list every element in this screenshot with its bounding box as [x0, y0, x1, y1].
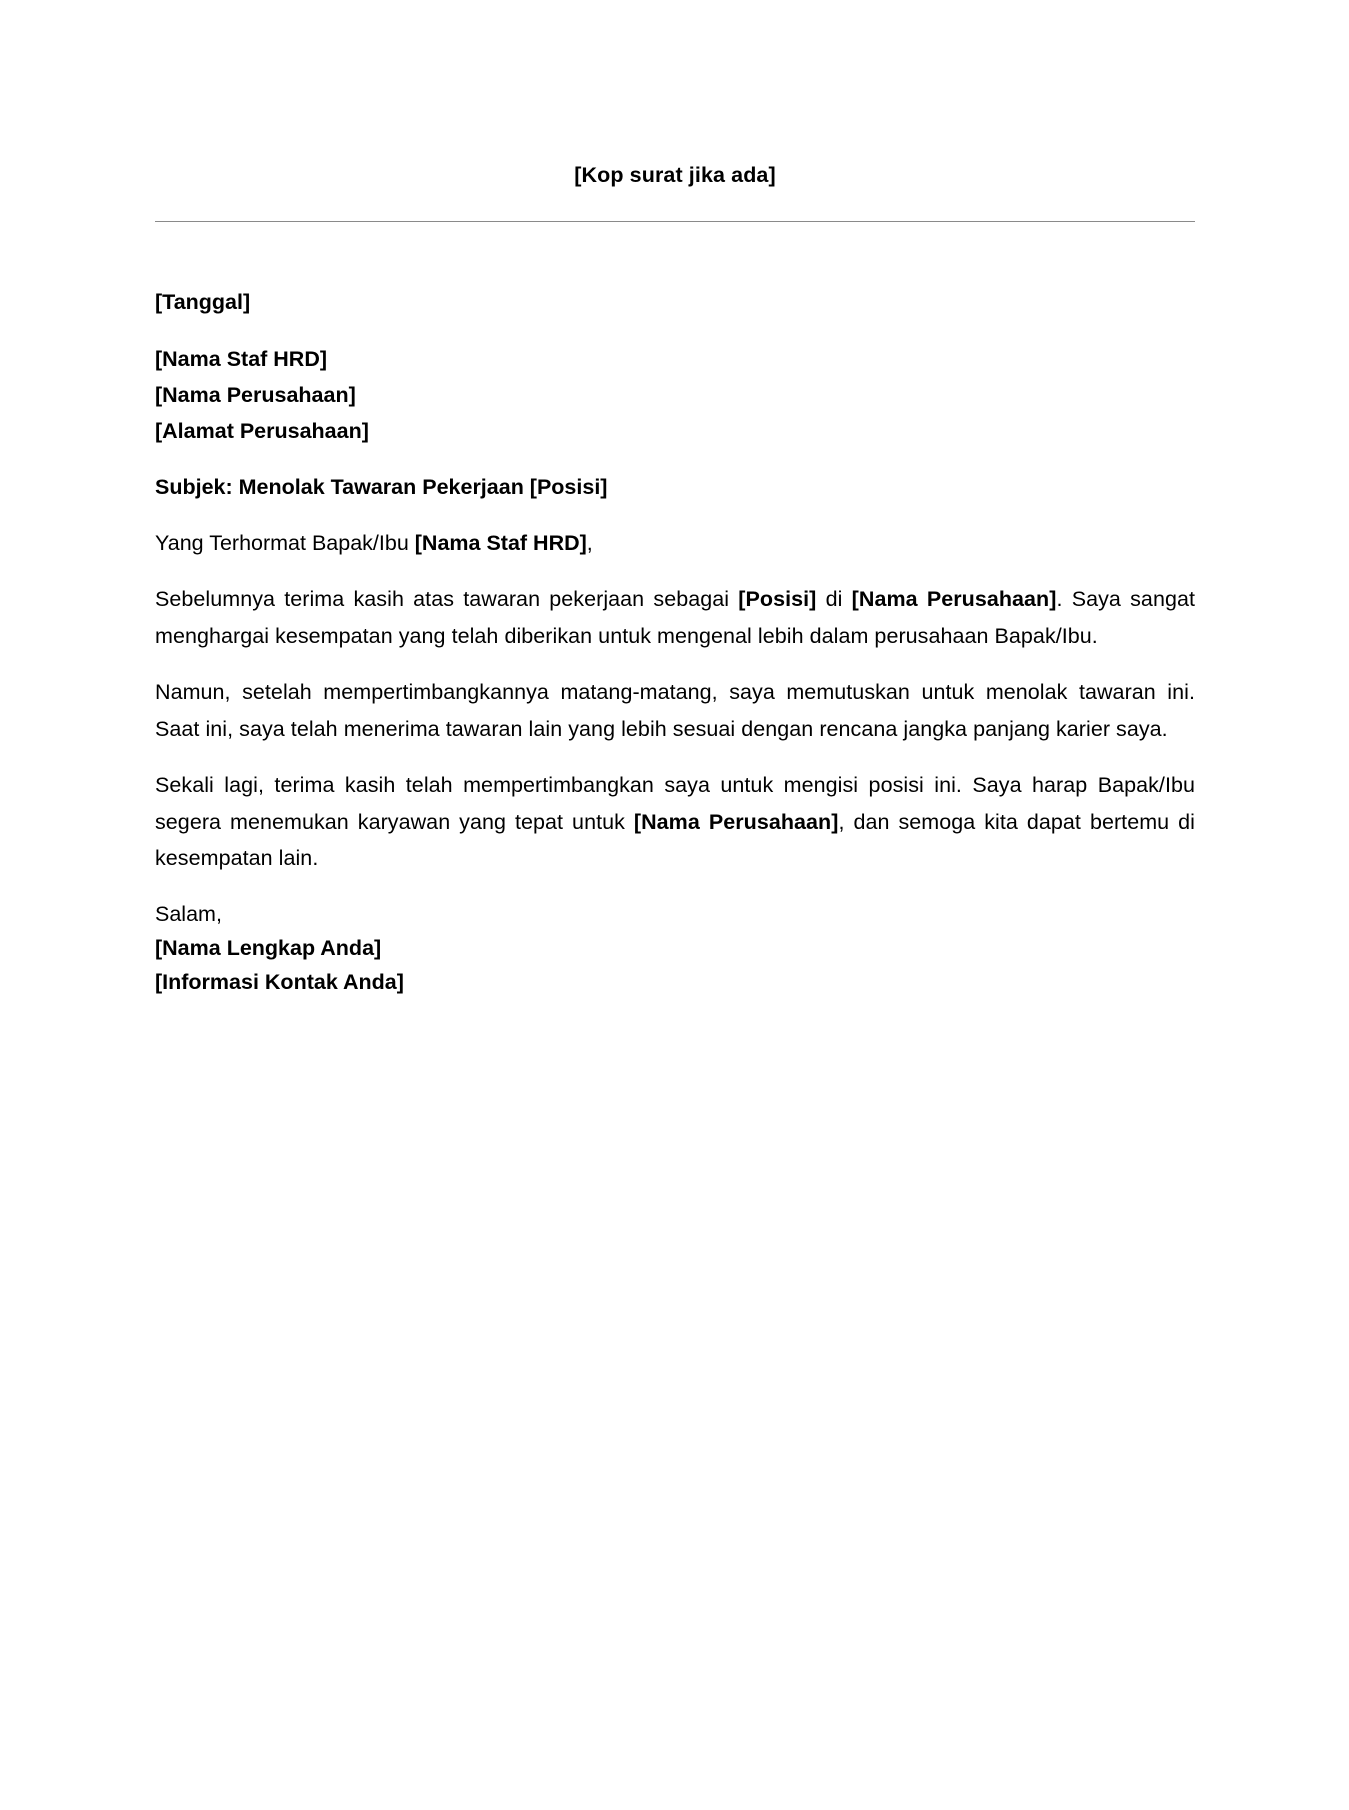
paragraph-closing-thanks: [155, 767, 1195, 877]
recipient-block: [155, 341, 1195, 449]
p1-segment-3: di: [816, 587, 852, 611]
spacer-after-paragraph-2: [155, 747, 1195, 767]
letter-sheet: [155, 0, 1195, 999]
p1-segment-1: Sebelumnya terima kasih atas tawaran pekerjaan sebagai: [155, 587, 739, 611]
spacer-after-paragraph-3: [155, 877, 1195, 897]
p1-position-placeholder: [Posisi]: [738, 587, 817, 611]
spacer-after-date: [155, 320, 1195, 341]
recipient-line-hrd-name: [Nama Staf HRD]: [155, 347, 328, 371]
closing-contact-placeholder: [Informasi Kontak Anda]: [155, 969, 404, 994]
p1-company-placeholder: [Nama Perusahaan]: [851, 587, 1057, 611]
greeting-prefix: Yang Terhormat Bapak/Ibu: [155, 531, 415, 555]
paragraph-thanks-for-offer: [155, 581, 1195, 654]
recipient-line-company-name: [Nama Perusahaan]: [155, 383, 356, 407]
date-placeholder: [Tanggal]: [155, 290, 251, 314]
letter-body: [155, 284, 1195, 999]
p3-segment-3: , dan semoga kita dapat bertemu di kesempatan lain.: [155, 809, 1195, 870]
subject-line: Subjek: Menolak Tawaran Pekerjaan [Posisi]: [155, 475, 608, 499]
spacer-after-recipient: [155, 449, 1195, 469]
recipient-line-company-address: [Alamat Perusahaan]: [155, 419, 369, 443]
spacer-after-paragraph-1: [155, 654, 1195, 674]
greeting-hrd-placeholder: [Nama Staf HRD]: [414, 531, 587, 555]
greeting-line: [155, 525, 1195, 561]
letterhead-title: [Kop surat jika ada]: [574, 163, 776, 187]
header-divider: [155, 221, 1195, 222]
spacer-after-subject: [155, 505, 1195, 525]
spacer-after-greeting: [155, 561, 1195, 581]
paragraph-decline-reason: Namun, setelah mempertimbangkannya matang-matang, saya memutuskan untuk menolak tawaran ini. Saat ini, saya telah menerima tawaran lain yang lebih sesuai dengan rencana jangka panjang karier saya.: [155, 680, 1195, 741]
greeting-suffix: ,: [586, 531, 593, 555]
closing-name-placeholder: [Nama Lengkap Anda]: [155, 935, 382, 960]
p1-segment-5: . Saya sangat menghargai kesempatan yang telah diberikan untuk mengenal lebih dalam perusahaan Bapak/Ibu.: [155, 587, 1195, 648]
signature-block: [155, 897, 1195, 999]
closing-salutation: Salam,: [155, 901, 222, 926]
p3-segment-1: Sekali lagi, terima kasih telah mempertimbangkan saya untuk mengisi posisi ini. Saya harap Bapak/Ibu segera menemukan karyawan yang tepat untuk: [155, 773, 1195, 834]
p3-company-placeholder: [Nama Perusahaan]: [633, 809, 839, 834]
